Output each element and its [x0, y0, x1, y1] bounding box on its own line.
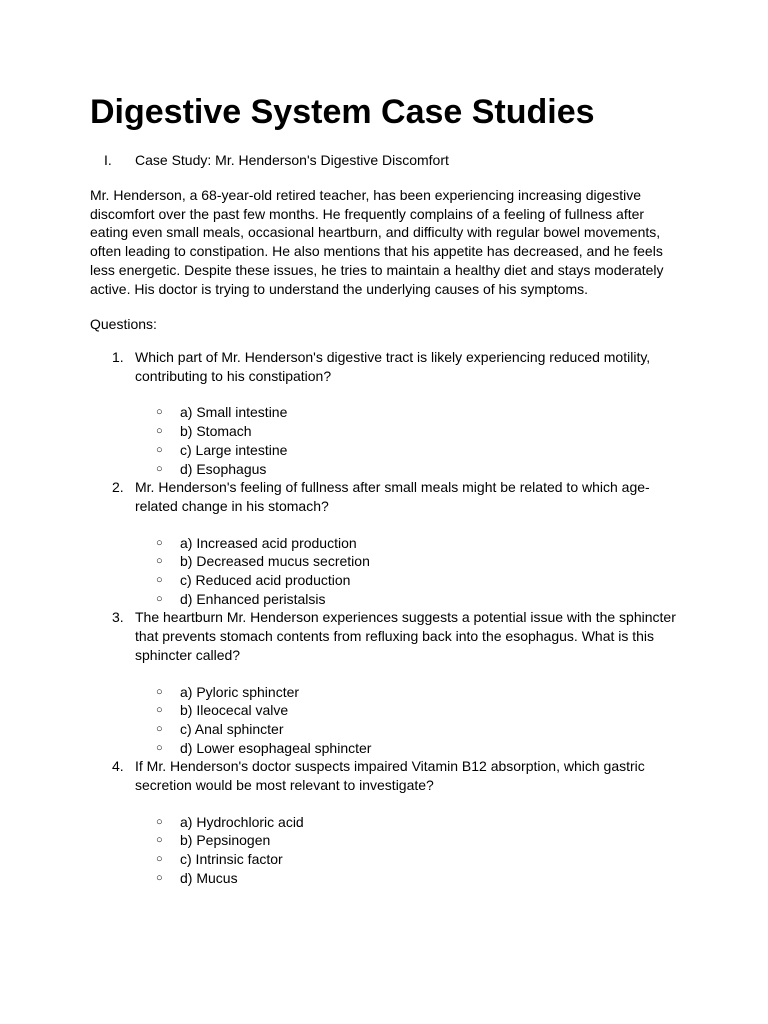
hollow-circle-bullet-icon: ○: [156, 834, 163, 847]
question-text: The heartburn Mr. Henderson experiences suggests a potential issue with the sphincter that prevents stomach contents from refluxing back into the esophagus. What is this sphincter called?: [135, 609, 676, 663]
answer-option: [135, 552, 690, 571]
question-number: 1.: [112, 349, 124, 365]
hollow-circle-bullet-icon: ○: [156, 536, 163, 549]
answer-option-list: [135, 403, 690, 478]
answer-option-text: a) Small intestine: [180, 404, 288, 421]
answer-option-text: d) Enhanced peristalsis: [180, 590, 326, 607]
answer-option: [135, 850, 690, 869]
hollow-circle-bullet-icon: ○: [156, 462, 163, 475]
answer-option-text: b) Decreased mucus secretion: [180, 553, 370, 570]
hollow-circle-bullet-icon: ○: [156, 815, 163, 828]
answer-option: [135, 422, 690, 441]
answer-option-text: b) Pepsinogen: [180, 832, 271, 849]
answer-option: [135, 869, 690, 888]
section-heading-text: Case Study: Mr. Henderson's Digestive Discomfort: [135, 152, 449, 168]
question-text: Which part of Mr. Henderson's digestive tract is likely experiencing reduced motility, contributing to his constipation?: [135, 349, 651, 384]
hollow-circle-bullet-icon: ○: [156, 592, 163, 605]
answer-option: [135, 590, 690, 609]
page-title: Digestive System Case Studies: [90, 93, 595, 131]
answer-option-text: c) Anal sphincter: [180, 720, 284, 737]
hollow-circle-bullet-icon: ○: [156, 406, 163, 419]
answer-option-list: [135, 683, 690, 758]
answer-option-text: c) Intrinsic factor: [180, 851, 283, 868]
answer-option: [135, 739, 690, 758]
answer-option-list: [135, 813, 690, 888]
hollow-circle-bullet-icon: ○: [156, 722, 163, 735]
answer-option: [135, 571, 690, 590]
answer-option-text: a) Hydrochloric acid: [180, 813, 304, 830]
answer-option: [135, 441, 690, 460]
hollow-circle-bullet-icon: ○: [156, 425, 163, 438]
answer-option-text: d) Esophagus: [180, 460, 267, 477]
answer-option-text: d) Mucus: [180, 869, 238, 886]
questions-heading: Questions:: [90, 316, 157, 332]
hollow-circle-bullet-icon: ○: [156, 853, 163, 866]
answer-option-text: c) Reduced acid production: [180, 572, 351, 589]
hollow-circle-bullet-icon: ○: [156, 871, 163, 884]
question-number: 4.: [112, 758, 124, 775]
section-number: I.: [104, 152, 112, 168]
hollow-circle-bullet-icon: ○: [156, 685, 163, 698]
question-item: [90, 757, 690, 887]
answer-option: [135, 403, 690, 422]
answer-option: [135, 534, 690, 553]
answer-option-text: b) Stomach: [180, 423, 252, 440]
answer-option: [135, 460, 690, 479]
question-list: [90, 348, 690, 888]
answer-option-text: b) Ileocecal valve: [180, 702, 289, 719]
hollow-circle-bullet-icon: ○: [156, 555, 163, 568]
section-heading: [90, 151, 449, 170]
answer-option-text: c) Large intestine: [180, 441, 288, 458]
answer-option-text: d) Lower esophageal sphincter: [180, 739, 372, 756]
case-intro-paragraph: Mr. Henderson, a 68-year-old retired teacher, has been experiencing increasing digestive discomfort over the past few months. He frequently complains of a feeling of fullness after eating even small meals, occasional heartburn, and difficulty with regular bowel movements, often leading to constipation. He also mentions that his appetite has decreased, and he feels less energetic. Despite these issues, he tries to maintain a healthy diet and stays moderately active. His doctor is trying to understand the underlying causes of his symptoms.: [90, 187, 664, 297]
question-item: [90, 348, 690, 478]
question-text: If Mr. Henderson's doctor suspects impaired Vitamin B12 absorption, which gastric secretion would be most relevant to investigate?: [135, 758, 645, 794]
question-text: Mr. Henderson's feeling of fullness after small meals might be related to which age-related change in his stomach?: [135, 479, 650, 514]
question-item: [90, 478, 690, 608]
answer-option: [135, 720, 690, 739]
hollow-circle-bullet-icon: ○: [156, 443, 163, 456]
answer-option: [135, 683, 690, 702]
answer-option-text: a) Increased acid production: [180, 534, 357, 551]
answer-option: [135, 701, 690, 720]
hollow-circle-bullet-icon: ○: [156, 741, 163, 754]
question-number: 3.: [112, 609, 124, 626]
answer-option-list: [135, 534, 690, 609]
question-number: 2.: [112, 479, 124, 496]
answer-option: [135, 813, 690, 832]
hollow-circle-bullet-icon: ○: [156, 574, 163, 587]
hollow-circle-bullet-icon: ○: [156, 704, 163, 717]
answer-option-text: a) Pyloric sphincter: [180, 683, 300, 700]
question-item: [90, 608, 690, 757]
answer-option: [135, 831, 690, 850]
